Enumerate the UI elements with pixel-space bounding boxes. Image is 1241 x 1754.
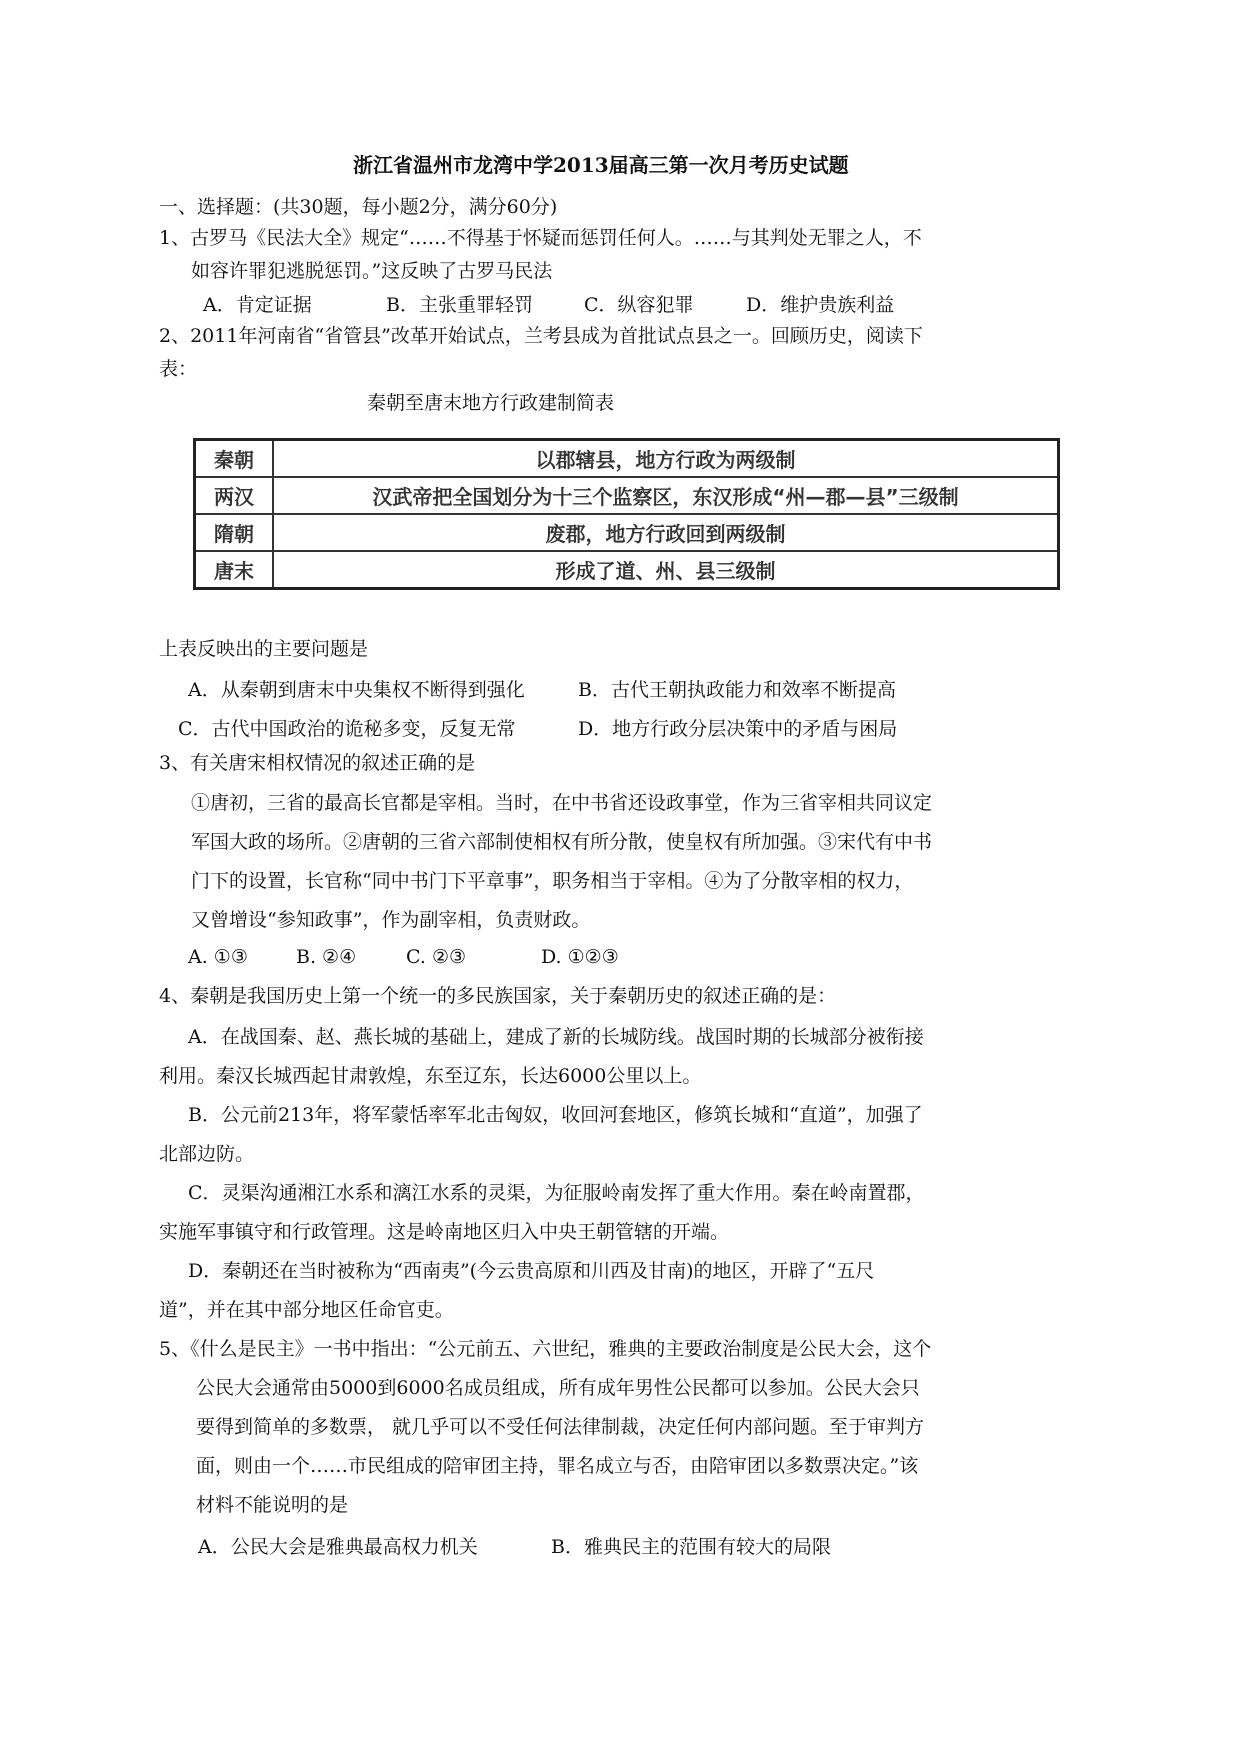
q3-option-a: A. ①③ [188,946,248,968]
q4-line-1: A．在战国秦、赵、燕长城的基础上，建成了新的长城防线。战国时期的长城部分被衔接 [188,1026,924,1048]
table-cell-desc: 汉武帝把全国划分为十三个监察区，东汉形成“州—郡—县”三级制 [273,477,1059,514]
table-row [195,440,1059,478]
table-row [195,514,1059,551]
q4-stem: 4、秦朝是我国历史上第一个统一的多民族国家，关于秦朝历史的叙述正确的是： [159,985,837,1007]
q2-line-1: 2、2011年河南省“省管县”改革开始试点，兰考县成为首批试点县之一。回顾历史，阅读下 [159,325,923,347]
q5-line-5: 材料不能说明的是 [196,1494,349,1516]
q2-line-2: 表： [159,358,198,380]
section-heading: 一、选择题：(共30题，每小题2分，满分60分) [159,196,558,218]
q4-line-5: C．灵渠沟通湘江水系和漓江水系的灵渠，为征服岭南发挥了重大作用。秦在岭南置郡， [188,1182,925,1204]
q4-line-6: 实施军事镇守和行政管理。这是岭南地区归入中央王朝管辖的开端。 [159,1221,730,1243]
q3-stem: 3、有关唐宋相权情况的叙述正确的是 [159,752,476,774]
q5-option-b: B．雅典民主的范围有较大的局限 [551,1536,831,1558]
q3-line-3: 门下的设置，长官称“同中书门下平章事”，职务相当于宰相。④为了分散宰相的权力， [191,870,914,892]
q1-option-d: D．维护贵族利益 [746,294,895,316]
q5-line-4: 面，则由一个……市民组成的陪审团主持，罪名成立与否，由陪审团以多数票决定。”该 [196,1455,919,1477]
q3-option-b: B. ②④ [296,946,357,968]
q2-option-d: D．地方行政分层决策中的矛盾与困局 [578,718,898,740]
q4-line-2: 利用。秦汉长城西起甘肃敦煌，东至辽东，长达6000公里以上。 [159,1065,702,1087]
q5-option-a: A．公民大会是雅典最高权力机关 [198,1536,478,1558]
table-row [195,551,1059,589]
q3-line-4: 又曾增设“参知政事”，作为副宰相，负责财政。 [191,909,591,931]
table-caption: 秦朝至唐末地方行政建制简表 [367,392,615,414]
table-cell-era: 隋朝 [195,514,274,551]
q3-option-d: D. ①②③ [541,946,619,968]
q2-stem: 上表反映出的主要问题是 [159,638,369,660]
q2-option-c: C．古代中国政治的诡秘多变，反复无常 [178,718,516,740]
q1-option-a: A．肯定证据 [203,294,312,316]
q5-line-2: 公民大会通常由5000到6000名成员组成，所有成年男性公民都可以参加。公民大会只 [196,1377,920,1399]
q4-line-7: D．秦朝还在当时被称为“西南夷”(今云贵高原和川西及甘南)的地区，开辟了“五尺 [188,1260,875,1282]
q3-option-c: C. ②③ [406,946,467,968]
table-cell-era: 两汉 [195,477,274,514]
table-cell-era: 秦朝 [195,440,274,478]
admin-table [193,438,1060,590]
q1-line-2: 如容许罪犯逃脱惩罚。”这反映了古罗马民法 [191,260,553,282]
q2-option-a: A．从秦朝到唐末中央集权不断得到强化 [188,679,525,701]
q1-line-1: 1、古罗马《民法大全》规定“……不得基于怀疑而惩罚任何人。……与其判处无罪之人，不 [159,227,922,249]
table-cell-era: 唐末 [195,551,274,589]
q3-line-1: ①唐初，三省的最高长官都是宰相。当时，在中书省还设政事堂，作为三省宰相共同议定 [191,792,933,814]
q4-line-8: 道”，并在其中部分地区任命官吏。 [159,1299,454,1321]
q3-line-2: 军国大政的场所。②唐朝的三省六部制使相权有所分散，使皇权有所加强。③宋代有中书 [191,831,933,853]
table-cell-desc: 以郡辖县，地方行政为两级制 [273,440,1059,478]
table-cell-desc: 废郡，地方行政回到两级制 [273,514,1059,551]
table-cell-desc: 形成了道、州、县三级制 [273,551,1059,589]
q1-option-b: B．主张重罪轻罚 [386,294,533,316]
q1-option-c: C．纵容犯罪 [584,294,694,316]
table-row [195,477,1059,514]
q4-line-4: 北部边防。 [159,1143,255,1165]
q4-line-3: B．公元前213年，将军蒙恬率军北击匈奴，收回河套地区，修筑长城和“直道”，加强了 [188,1104,923,1126]
exam-title: 浙江省温州市龙湾中学2013届高三第一次月考历史试题 [353,153,849,177]
q5-line-3: 要得到简单的多数票， 就几乎可以不受任何法律制裁，决定任何内部问题。至于审判方 [196,1416,925,1438]
q2-option-b: B．古代王朝执政能力和效率不断提高 [578,679,896,701]
q5-line-1: 5、《什么是民主》一书中指出：“公元前五、六世纪，雅典的主要政治制度是公民大会，这个 [159,1338,932,1360]
